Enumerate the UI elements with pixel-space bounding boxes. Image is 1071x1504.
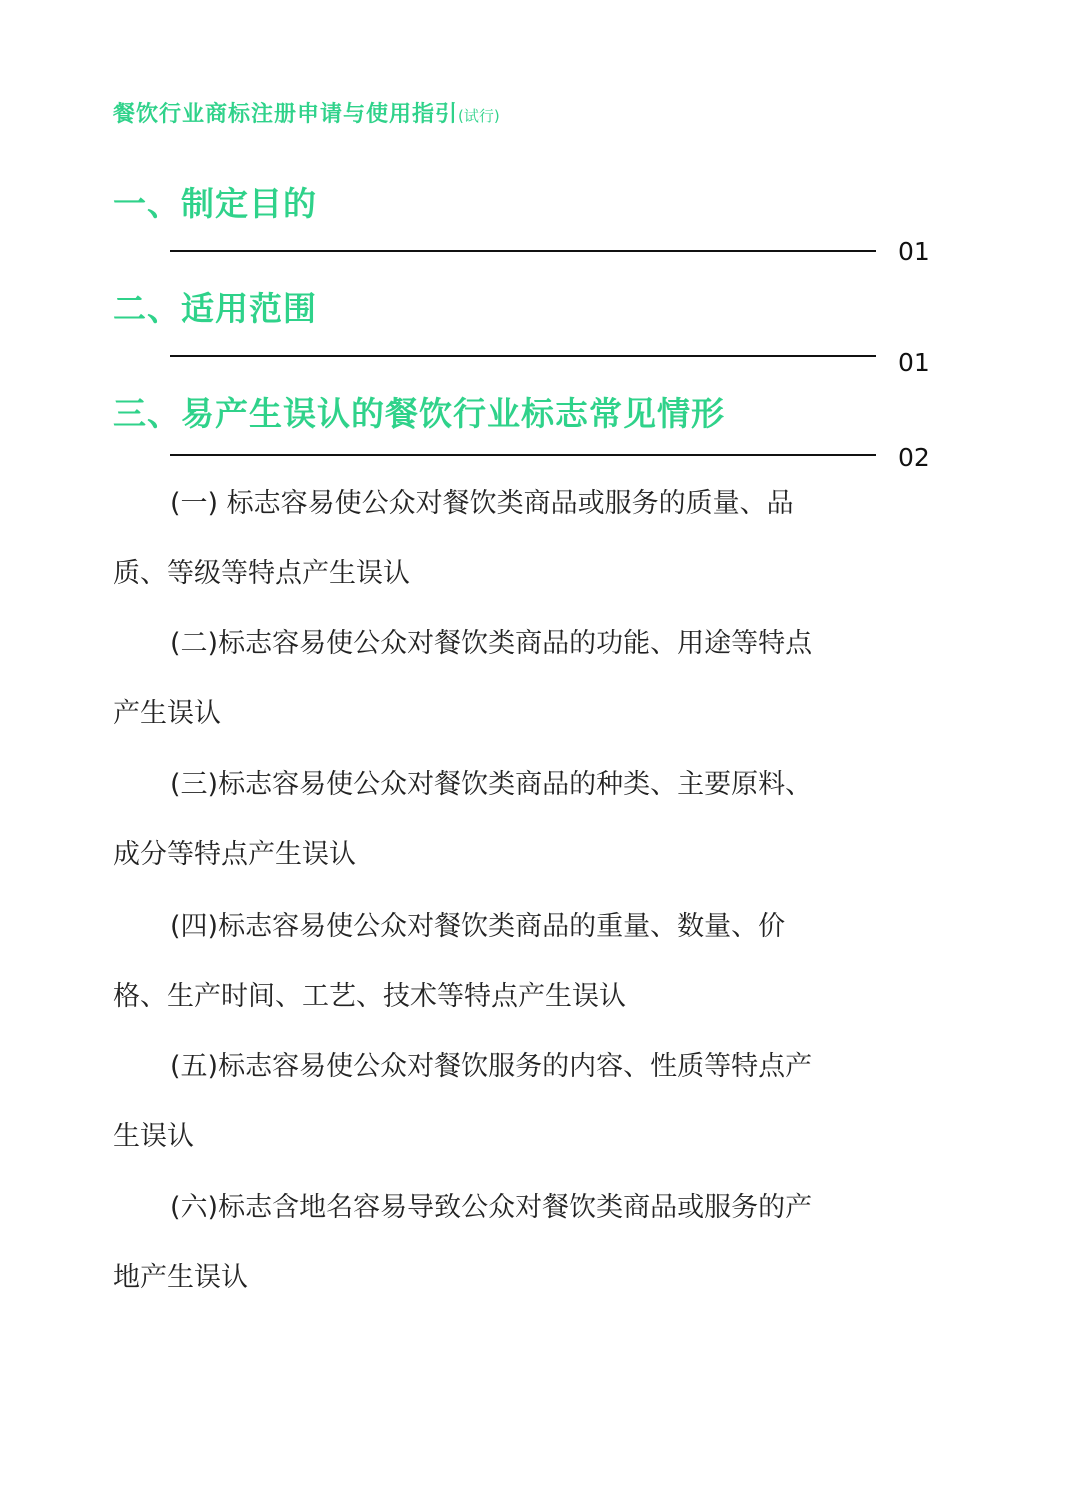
toc-page-number-3[interactable]: 02 <box>898 443 930 472</box>
toc-page-number-2[interactable]: 01 <box>898 348 930 377</box>
toc-subitem-5[interactable]: (五)标志容易使公众对餐饮服务的内容、性质等特点产生误认 <box>113 1051 813 1152</box>
toc-subitem-3[interactable]: (三)标志容易使公众对餐饮类商品的种类、主要原料、成分等特点产生误认 <box>113 769 813 870</box>
header-subtitle: (试行) <box>458 107 500 125</box>
toc-title-2[interactable]: 二、适用范围 <box>113 289 317 328</box>
toc-subitem-1[interactable]: (一) 标志容易使公众对餐饮类商品或服务的质量、品质、等级等特点产生误认 <box>113 488 794 589</box>
toc-subitem-4[interactable]: (四)标志容易使公众对餐饮类商品的重量、数量、价格、生产时间、工艺、技术等特点产生误认 <box>113 911 786 1012</box>
toc-title-1[interactable]: 一、制定目的 <box>113 184 317 223</box>
toc-title-3[interactable]: 三、易产生误认的餐饮行业标志常见情形 <box>113 394 725 433</box>
document-header <box>113 100 500 131</box>
header-title: 餐饮行业商标注册申请与使用指引 <box>113 102 459 127</box>
toc-leader-line-2 <box>170 355 876 357</box>
toc-subitem-6[interactable]: (六)标志含地名容易导致公众对餐饮类商品或服务的产地产生误认 <box>113 1192 813 1293</box>
toc-leader-line-1 <box>170 250 876 252</box>
toc-page-number-1[interactable]: 01 <box>898 237 930 266</box>
toc-leader-line-3 <box>170 454 876 456</box>
toc-subitem-2[interactable]: (二)标志容易使公众对餐饮类商品的功能、用途等特点产生误认 <box>113 628 813 729</box>
